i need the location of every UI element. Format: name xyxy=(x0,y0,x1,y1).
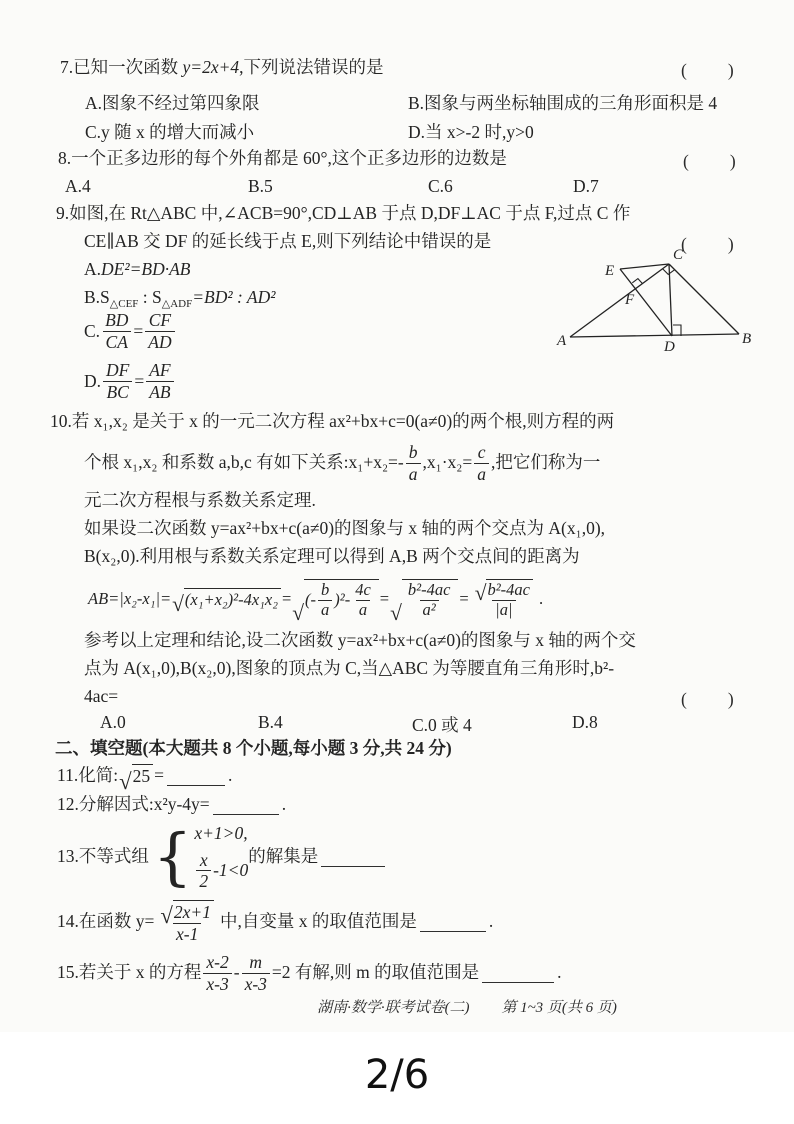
q13-system-brace xyxy=(153,829,192,885)
q15 xyxy=(57,948,562,998)
q10-formula-eq3: = xyxy=(459,588,469,608)
q15-answer-blank xyxy=(482,963,554,982)
q9-option-d-frac1: $\frac{DF}{BC}$ xyxy=(103,360,132,401)
q9-option-c xyxy=(84,308,177,354)
q8-answer-bracket: ( ) xyxy=(683,151,738,171)
q13-answer-blank xyxy=(321,847,385,866)
triangle-figure-svg xyxy=(556,246,756,358)
q10-formula-open2: √ (- xyxy=(305,589,317,609)
q10-formula-frac3: √ $\frac{\text{b²-4ac}}{\text{a²}}$ xyxy=(407,579,451,619)
q7-option-b: B.图象与两坐标轴围成的三角形面积是 4 xyxy=(408,93,718,113)
q8-stem: 8.一个正多边形的每个外角都是 60°,这个正多边形的边数是 xyxy=(58,148,507,168)
q15-frac1: $\frac{x-2}{x-3}$ xyxy=(203,952,231,993)
q11-stem: 11.化简: xyxy=(57,765,119,785)
right-angle-mark-f xyxy=(632,279,642,284)
q7-option-d: D.当 x>-2 时,y>0 xyxy=(408,122,534,142)
q9-option-b-sub1: △CEF xyxy=(109,298,139,310)
q9-option-c-frac2: $\frac{CF}{AD}$ xyxy=(145,310,174,351)
q10-line7: 点为 A(x₁,0),B(x₂,0),图象的顶点为 C,当△ABC 为等腰直角三角形时,b²- xyxy=(84,658,615,678)
q10-option-a: A.0 xyxy=(100,712,126,732)
footer-exam-title: 湖南·数学·联考试卷(二) xyxy=(317,1000,470,1016)
q10-line2-frac1: $\frac{b}{a}$ xyxy=(406,442,421,483)
q10-line2-p3: ,把它们称为一 xyxy=(491,452,601,473)
q10-line4: 如果设二次函数 y=ax²+bx+c(a≠0)的图象与 x 轴的两个交点为 A(x₁,0), xyxy=(84,518,606,538)
q10-line3: 元二次方程根与系数关系定理. xyxy=(84,490,316,510)
q8-option-c: C.6 xyxy=(428,176,453,196)
page-footer xyxy=(140,996,794,1017)
q9-option-b-sub2: △ADF xyxy=(161,298,193,310)
q14-tail: 中,自变量 x 的取值范围是 xyxy=(219,911,417,932)
q11-end: . xyxy=(227,765,233,785)
q13-inequality-1: x+1>0, xyxy=(194,822,248,843)
q8-option-b: B.5 xyxy=(248,176,273,196)
q10-formula-radical4: √ b²-4ac xyxy=(475,579,533,600)
q13-inequality-system xyxy=(194,823,248,891)
figure-label-d: D xyxy=(664,339,675,355)
q9-option-b xyxy=(84,287,275,310)
q9-option-c-label: C. xyxy=(84,320,101,341)
figure-label-c: C xyxy=(673,247,684,263)
q13-inequality-2 xyxy=(194,850,248,891)
q11 xyxy=(57,764,232,788)
q7-answer-bracket: ( ) xyxy=(681,60,736,80)
figure-label-b: B xyxy=(742,331,752,347)
q10-formula-frac2a: $\frac{b}{a}$ xyxy=(318,581,332,620)
right-angle-mark-d xyxy=(673,325,681,336)
q10-formula-eq1: = xyxy=(281,588,292,608)
q14-answer-blank xyxy=(420,912,486,931)
q9-option-c-frac1: $\frac{BD}{CA}$ xyxy=(102,310,131,351)
q9-option-a-label: A. xyxy=(84,259,102,279)
q7-option-c: C.y 随 x 的增大而减小 xyxy=(85,122,255,142)
q9-option-a xyxy=(84,259,190,280)
q10-line2-p1: 个根 x₁,x₂ 和系数 a,b,c 有如下关系:x₁+x₂=- xyxy=(84,452,404,473)
q9-option-b-p1: B.S xyxy=(84,287,110,307)
q11-eq: = xyxy=(154,765,164,785)
q11-radical: √ 25 xyxy=(119,764,153,788)
q10-formula-mid2: )²- xyxy=(334,589,351,609)
q7-stem-math: y=2x+4 xyxy=(182,57,240,77)
q10-line2 xyxy=(84,441,600,485)
q12-stem: 12.分解因式:x²y-4y= xyxy=(57,794,210,814)
q14-frac: √ $\frac{2x+1}{x-1}$ xyxy=(156,900,218,943)
q13-stem: 13.不等式组 xyxy=(57,846,149,867)
q13 xyxy=(57,820,388,894)
q9-option-a-math: DE²=BD·AB xyxy=(101,259,191,279)
q14-stem: 14.在函数 y= xyxy=(57,911,155,932)
q9-option-d-frac2: $\frac{AF}{AB}$ xyxy=(146,360,173,401)
footer-page-range: 第 1~3 页(共 6 页) xyxy=(501,1000,617,1016)
q9-option-d-eq: = xyxy=(134,370,145,391)
q10-formula-end: . xyxy=(538,588,544,608)
q9-option-c-eq: = xyxy=(133,320,144,341)
q10-option-c: C.0 或 4 xyxy=(412,715,472,735)
q9-stem-line2: CE∥AB 交 DF 的延长线于点 E,则下列结论中错误的是 xyxy=(84,231,492,251)
q10-line5: B(x₂,0).利用根与系数关系定理可以得到 A,B 两个交点间的距离为 xyxy=(84,546,580,566)
q15-frac2: $\frac{m}{x-3}$ xyxy=(242,952,270,993)
q9-geometry-figure xyxy=(556,246,756,363)
q7-stem xyxy=(60,57,384,79)
q10-line8: 4ac= xyxy=(84,686,119,706)
q9-answer-bracket: ( ) xyxy=(681,234,736,254)
q9-stem-line1: 9.如图,在 Rt△ABC 中,∠ACB=90°,CD⊥AB 于点 D,DF⊥AC 于点 F,过点 C 作 xyxy=(56,203,631,223)
q10-formula-radical3 xyxy=(390,579,458,620)
q13-tail: 的解集是 xyxy=(248,846,319,867)
q14-end: . xyxy=(488,911,494,932)
q10-answer-bracket: ( ) xyxy=(681,689,736,709)
q11-answer-blank xyxy=(167,766,225,785)
q9-option-d-label: D. xyxy=(84,370,102,391)
q8-option-a: A.4 xyxy=(65,176,91,196)
q10-formula-radical1: √ (x₁+x₂)²-4x₁x₂ xyxy=(172,588,281,611)
q10-line2-frac2: $\frac{c}{a}$ xyxy=(474,442,489,483)
q7-stem-post: ,下列说法错误的是 xyxy=(239,57,384,77)
q10-line6: 参考以上定理和结论,设二次函数 y=ax²+bx+c(a≠0)的图象与 x 轴的两个交 xyxy=(84,630,636,650)
q13-inequality-2-tail: -1<0 xyxy=(213,859,249,880)
q15-tail: =2 有解,则 m 的取值范围是 xyxy=(271,962,480,983)
q7-option-a: A.图象不经过第四象限 xyxy=(85,93,260,113)
q14 xyxy=(57,896,493,948)
q9-option-d xyxy=(84,358,176,404)
q10-formula-frac2b: $\frac{4c}{a}$ xyxy=(355,579,371,619)
q10-option-d: D.8 xyxy=(572,712,598,732)
q9-option-b-p2: : S xyxy=(138,287,162,307)
section2-header: 二、填空题(本大题共 8 个小题,每小题 3 分,共 24 分) xyxy=(55,738,452,758)
q7-stem-pre: 7.已知一次函数 xyxy=(60,57,183,77)
q12 xyxy=(57,794,286,816)
q10-distance-formula xyxy=(88,573,543,625)
figure-label-f: F xyxy=(625,292,635,308)
figure-label-e: E xyxy=(605,263,615,279)
q9-option-b-p3: =BD² : AD² xyxy=(192,287,276,307)
q12-end: . xyxy=(281,794,287,814)
q10-option-b: B.4 xyxy=(258,712,283,732)
q15-end: . xyxy=(557,962,562,983)
q8-option-d: D.7 xyxy=(573,176,599,196)
q10-line1: 10.若 x₁,x₂ 是关于 x 的一元二次方程 ax²+bx+c=0(a≠0)的两个根,则方程的两 xyxy=(50,411,615,431)
q14-radical: √ 2x+1 xyxy=(160,900,214,922)
q12-answer-blank xyxy=(213,795,279,814)
q15-stem: 15.若关于 x 的方程 xyxy=(57,962,202,983)
q15-minus: - xyxy=(233,962,240,983)
q10-line2-p2: ,x₁·x₂= xyxy=(422,452,473,473)
figure-label-a: A xyxy=(557,333,567,349)
q10-formula-frac4: √ $\frac{\text{b²-4ac}}{|a|}$ xyxy=(471,579,537,620)
q10-formula-eq2: = xyxy=(379,588,390,608)
q10-formula-p1: AB=|x₂-x₁|= xyxy=(88,588,172,608)
viewer-page-indicator: 2/6 xyxy=(364,1052,430,1098)
q13-frac: $\frac{x}{2}$ xyxy=(196,850,211,891)
q10-formula-radical2 xyxy=(292,579,379,620)
